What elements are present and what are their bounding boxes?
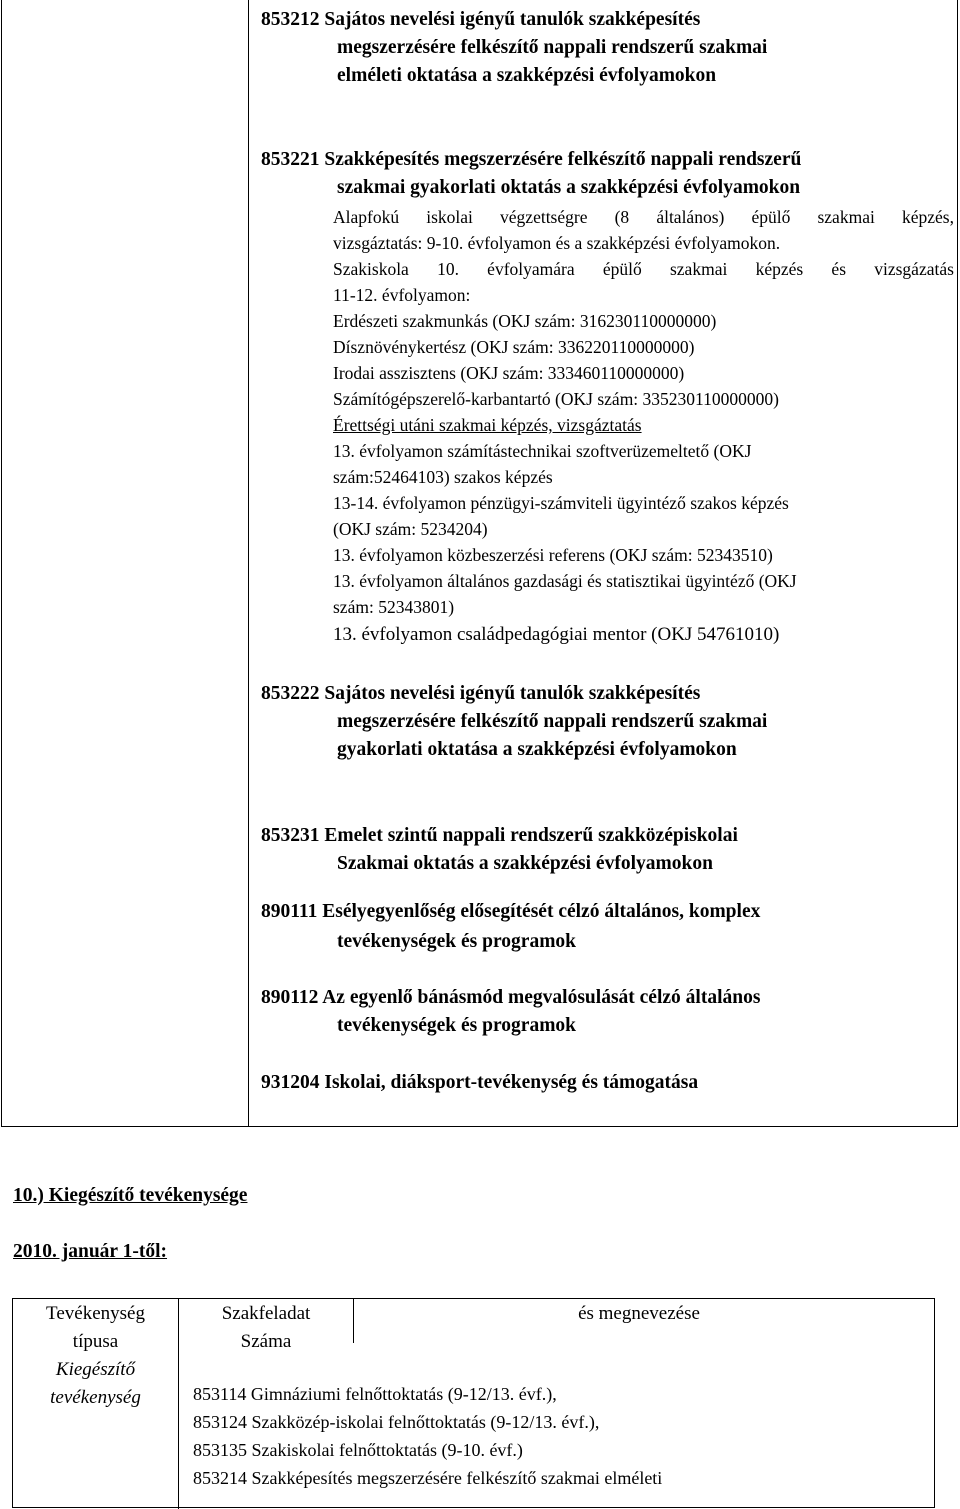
date-heading: 2010. január 1-től: (13, 1241, 168, 1262)
detail-line: 13. évfolyamon közbeszerzési referens (OKJ szám: 52343510) (333, 545, 773, 565)
activity-line: elméleti oktatása a szakképzési évfolyamokon (337, 65, 717, 86)
section-heading: 10.) Kiegészítő tevékenysége (13, 1185, 248, 1206)
detail-line: 13. évfolyamon számítástechnikai szoftverüzemeltető (OKJ (333, 441, 752, 461)
detail-line: Alapfokú iskolai végzettségre (8 általános) épülő szakmai képzés, (333, 207, 954, 227)
activity-line: megszerzésére felkészítő nappali rendszerű szakmai (337, 37, 768, 58)
detail-line: Erdészeti szakmunkás (OKJ szám: 316230110000000) (333, 311, 717, 331)
activity-line: Szakmai oktatás a szakképzési évfolyamokon (337, 853, 713, 874)
table-row: 853135 Szakiskolai felnőttoktatás (9-10. évf.) (193, 1440, 523, 1460)
detail-line: Irodai asszisztens (OKJ szám: 333460110000000) (333, 363, 685, 383)
activity-line: szakmai gyakorlati oktatás a szakképzési évfolyamokon (337, 177, 801, 198)
detail-line: Érettségi utáni szakmai képzés, vizsgáztatás (333, 415, 642, 435)
header-line: tevékenység (50, 1387, 141, 1408)
detail-line: Számítógépszerelő-karbantartó (OKJ szám: 335230110000000) (333, 389, 779, 409)
header-line: Száma (240, 1331, 292, 1352)
activity-line: 853221 Szakképesítés megszerzésére felkészítő nappali rendszerű (261, 149, 802, 170)
activity-line: megszerzésére felkészítő nappali rendszerű szakmai (337, 711, 768, 732)
activity-line: 853222 Sajátos nevelési igényű tanulók szakképesítés (261, 683, 701, 704)
activity-line: 853212 Sajátos nevelési igényű tanulók szakképesítés (261, 9, 701, 30)
detail-line: 13. évfolyamon általános gazdasági és statisztikai ügyintéző (OKJ (333, 571, 797, 591)
activity-line: tevékenységek és programok (337, 931, 577, 952)
table-row: 853114 Gimnáziumi felnőttoktatás (9-12/13. évf.), (193, 1384, 557, 1404)
detail-line: (OKJ szám: 5234204) (333, 519, 488, 539)
activity-line: gyakorlati oktatása a szakképzési évfolyamokon (337, 739, 737, 760)
col-header-number (179, 1300, 353, 1356)
detail-line: Dísznövénykertész (OKJ szám: 336220110000000) (333, 337, 695, 357)
column-divider (248, 0, 249, 1126)
row-type-label (13, 1356, 178, 1412)
activity-line: 853231 Emelet szintű nappali rendszerű szakközépiskolai (261, 825, 738, 846)
detail-line: 13-14. évfolyamon pénzügyi-számviteli ügyintéző szakos képzés (333, 493, 789, 513)
activities-table (1, 0, 958, 1127)
header-line: Kiegészítő (55, 1359, 136, 1380)
detail-line: 11-12. évfolyamon: (333, 285, 471, 305)
detail-line: 13. évfolyamon családpedagógiai mentor (OKJ 54761010) (333, 624, 780, 645)
col-header-name: és megnevezése (578, 1303, 700, 1324)
header-line: Szakfeladat (221, 1303, 311, 1324)
col-header-type (13, 1300, 178, 1356)
header-line: típusa (72, 1331, 119, 1352)
detail-line: szám:52464103) szakos képzés (333, 467, 553, 487)
detail-line: Szakiskola 10. évfolyamára épülő szakmai képzés és vizsgázatás (333, 259, 954, 279)
detail-line: vizsgáztatás: 9-10. évfolyamon és a szakképzési évfolyamokon. (333, 233, 781, 253)
detail-line: szám: 52343801) (333, 597, 455, 617)
activity-line: 890111 Esélyegyenlőség elősegítését célzó általános, komplex (261, 901, 761, 922)
header-line: Tevékenység (46, 1303, 145, 1324)
table-row: 853214 Szakképesítés megszerzésére felkészítő szakmai elméleti (193, 1468, 663, 1488)
activity-line: 890112 Az egyenlő bánásmód megvalósulását célzó általános (261, 987, 761, 1008)
supplementary-activities-table (12, 1298, 935, 1508)
table-row: 853124 Szakközép-iskolai felnőttoktatás (9-12/13. évf.), (193, 1412, 600, 1432)
activity-line: tevékenységek és programok (337, 1015, 577, 1036)
activity-line: 931204 Iskolai, diáksport-tevékenység és támogatása (261, 1072, 699, 1093)
supplementary-activity-list (193, 1380, 662, 1492)
